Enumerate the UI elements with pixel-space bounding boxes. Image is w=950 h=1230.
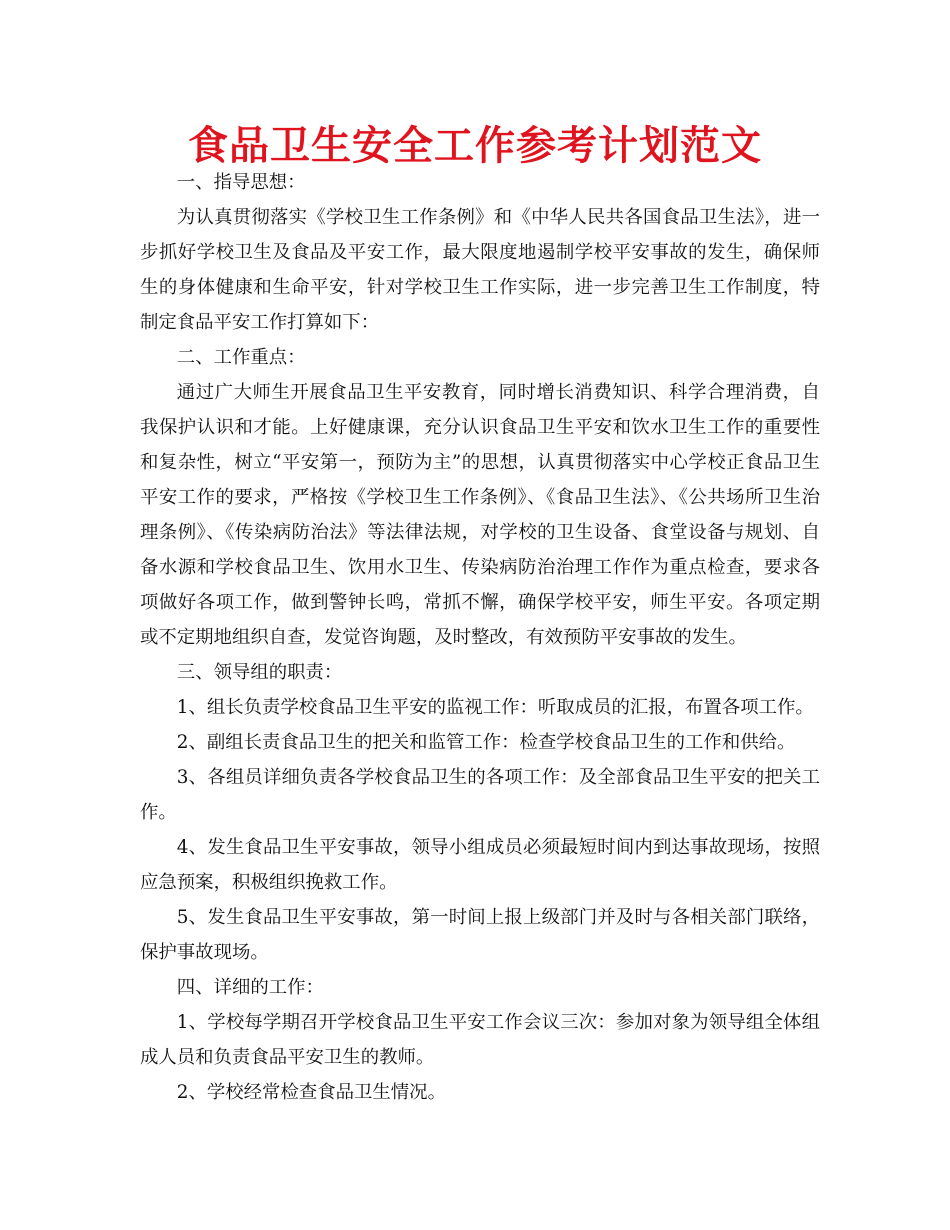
- duty-item-5: 5、发生食品卫生平安事故，第一时间上报上级部门并及时与各相关部门联络，保护事故现场。: [140, 907, 820, 963]
- duty-item-2: 2、副组长责食品卫生的把关和监管工作：检查学校食品卫生的工作和供给。: [176, 732, 796, 753]
- duty-item-1: 1、组长负责学校食品卫生平安的监视工作：听取成员的汇报，布置各项工作。: [176, 697, 814, 718]
- work-item-1: 1、学校每学期召开学校食品卫生平安工作会议三次：参加对象为领导组全体组成人员和负责食品平安卫生的教师。: [140, 1012, 820, 1068]
- section-heading-guiding-ideology: 一、指导思想：: [176, 172, 306, 193]
- paragraph-guiding-ideology: 为认真贯彻落实《学校卫生工作条例》和《中华人民共各国食品卫生法》，进一步抓好学校卫生及食品及平安工作，最大限度地遏制学校平安事故的发生，确保师生的身体健康和生命平安，针对学校卫生工作实际，进一步完善卫生工作制度，特制定食品平安工作打算如下：: [140, 207, 820, 333]
- section-heading-leadership-duties: 三、领导组的职责：: [176, 662, 343, 683]
- section-heading-work-focus: 二、工作重点：: [176, 347, 306, 368]
- work-item-2: 2、学校经常检查食品卫生情况。: [176, 1082, 446, 1103]
- duty-item-3: 3、各组员详细负责各学校食品卫生的各项工作：及全部食品卫生平安的把关工作。: [140, 767, 820, 823]
- document-body: [140, 165, 820, 1110]
- section-heading-detailed-work: 四、详细的工作：: [176, 977, 324, 998]
- duty-item-4: 4、发生食品卫生平安事故，领导小组成员必须最短时间内到达事故现场，按照应急预案，积极组织挽救工作。: [140, 837, 820, 893]
- paragraph-work-focus: 通过广大师生开展食品卫生平安教育，同时增长消费知识、科学合理消费，自我保护认识和才能。上好健康课，充分认识食品卫生平安和饮水卫生工作的重要性和复杂性，树立“平安第一，预防为主”的思想，认真贯彻落实中心学校正食品卫生平安工作的要求，严格按《学校卫生工作条例》、《食品卫生法》、《公共场所卫生治理条例》、《传染病防治法》等法律法规，对学校的卫生设备、食堂设备与规划、自备水源和学校食品卫生、饮用水卫生、传染病防治治理工作作为重点检查，要求各项做好各项工作，做到警钟长鸣，常抓不懈，确保学校平安，师生平安。各项定期或不定期地组织自查，发觉咨询题，及时整改，有效预防平安事故的发生。: [140, 382, 820, 648]
- document-title: 食品卫生安全工作参考计划范文: [188, 123, 762, 169]
